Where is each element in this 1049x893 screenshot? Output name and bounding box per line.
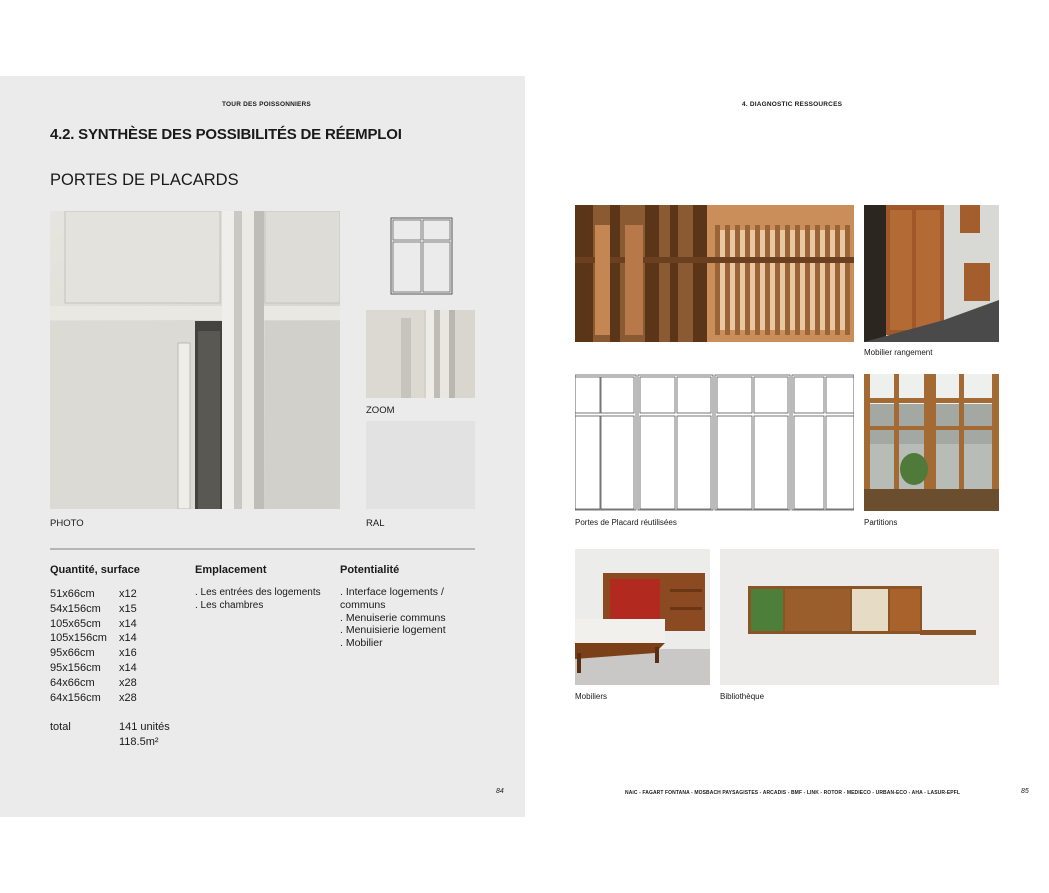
page-number-right: 85 (1021, 788, 1029, 795)
potentials-list (340, 586, 470, 650)
location-item: . Les entrées des logements (195, 587, 321, 598)
closet-doors-photo (50, 211, 340, 509)
footer-credits: NAiC - FAGART FONTANA - MOSBACH PAYSAGISTES - ARCADIS - BMF - LINK - ROTOR - MEDIECO - URBAN-ECO - AHA - LASUR-EPFL (625, 790, 961, 796)
zoom-photo (366, 310, 475, 398)
potential-item: . Menuiserie communs (340, 611, 446, 624)
bed-furniture-photo (575, 549, 710, 685)
left-page (0, 76, 525, 817)
storage-furniture-photo (864, 205, 999, 342)
dimension-row: 95x66cm x16 (50, 647, 137, 660)
potential-item: . Interface logements / communs (340, 586, 444, 611)
zoom-caption: ZOOM (366, 405, 395, 416)
furniture-caption: Mobiliers (575, 692, 608, 701)
storage-caption: Mobilier rangement (864, 348, 933, 357)
dimension-row: 105x156cm x14 (50, 632, 137, 645)
dimensions-list (50, 587, 137, 705)
doors-caption: Portes de Placard réutilisées (575, 518, 677, 527)
locations-list (195, 586, 321, 612)
dimension-row: 51x66cm x12 (50, 588, 137, 600)
running-head-right: 4. DIAGNOSTIC RESSOURCES (742, 101, 843, 108)
potential-item: . Menuisierie logement (340, 624, 446, 637)
door-elevation-drawing (390, 217, 453, 295)
partitions-photo (864, 374, 999, 511)
location-header: Emplacement (195, 564, 267, 576)
page-number-left: 84 (496, 788, 504, 795)
wood-slat-installation-photo (575, 205, 854, 342)
bookshelf-photo (720, 549, 999, 685)
ral-caption: RAL (366, 518, 385, 529)
quantity-header: Quantité, surface (50, 564, 140, 576)
total-units: 141 unités (119, 721, 170, 733)
section-title: 4.2. SYNTHÈSE DES POSSIBILITÉS DE RÉEMPLOI (50, 126, 402, 143)
dimension-row: 95x156cm x14 (50, 661, 137, 674)
section-divider (50, 548, 475, 550)
right-page (525, 76, 1049, 817)
reused-doors-elevation-drawing (575, 374, 854, 511)
subtitle: PORTES DE PLACARDS (50, 171, 239, 189)
dimension-row: 105x65cm x14 (50, 617, 137, 630)
photo-caption: PHOTO (50, 518, 84, 529)
library-caption: Bibliothèque (720, 692, 765, 701)
total-label: total (50, 721, 71, 733)
potential-header: Potentialité (340, 564, 400, 576)
location-item: . Les chambres (195, 600, 264, 611)
dimension-row: 64x156cm x28 (50, 691, 137, 704)
ral-color-swatch (366, 421, 475, 509)
potential-item: . Mobilier (340, 637, 383, 650)
dimension-row: 64x66cm x28 (50, 676, 137, 689)
total-block (50, 720, 170, 749)
running-head-left: TOUR DES POISSONNIERS (222, 101, 311, 108)
total-surface: 118.5m² (119, 735, 159, 748)
dimension-row: 54x156cm x15 (50, 602, 137, 615)
partitions-caption: Partitions (864, 518, 898, 527)
